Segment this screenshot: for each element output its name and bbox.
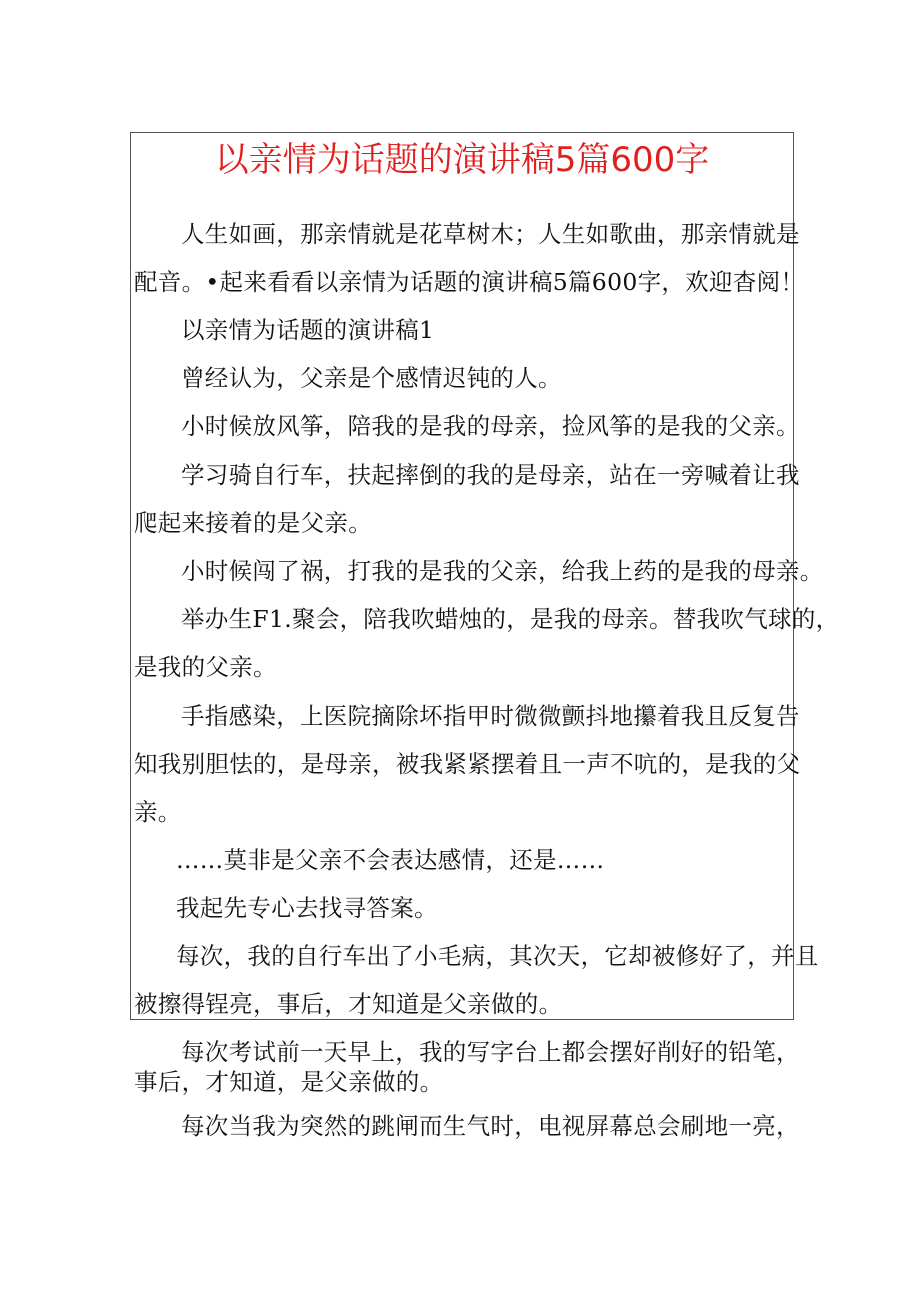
section-heading: 以亲情为话题的演讲稿1: [181, 316, 435, 344]
paragraph-line: 人生如画，那亲情就是花草树木；人生如歌曲，那亲情就是: [181, 220, 800, 248]
paragraph-line: ……莫非是父亲不会表达感情，还是……: [176, 846, 605, 874]
paragraph-line: 曾经认为，父亲是个感情迟钝的人。: [181, 364, 562, 392]
paragraph-line: 举办生F1.聚会，陪我吹蜡烛的，是我的母亲。替我吹气球的，: [181, 605, 840, 633]
paragraph-line: 爬起来接着的是父亲。: [134, 509, 372, 537]
paragraph-line: 被擦得锃亮，事后，才知道是父亲做的。: [134, 990, 563, 1018]
paragraph-line: 学习骑自行车，扶起摔倒的我的是母亲，站在一旁喊着让我: [181, 461, 800, 489]
paragraph-line: 小时候放风筝，陪我的是我的母亲，捡风筝的是我的父亲。: [181, 412, 800, 440]
paragraph-line: 亲。: [134, 798, 182, 826]
paragraph-line: 每次当我为突然的跳闸而生气时，电视屏幕总会刷地一亮，: [181, 1112, 800, 1140]
paragraph-line: 事后，才知道，是父亲做的。: [134, 1068, 444, 1096]
paragraph-line: 知我别胆怯的，是母亲，被我紧紧摆着且一声不吭的，是我的父: [134, 750, 801, 778]
paragraph-line: 是我的父亲。: [134, 653, 277, 681]
paragraph-line: 我起先专心去找寻答案。: [176, 894, 438, 922]
paragraph-line: 每次，我的自行车出了小毛病，其次天，它却被修好了，并且: [176, 942, 819, 970]
paragraph-line: 配音。•起来看看以亲情为话题的演讲稿5篇600字，欢迎杳阅！: [134, 268, 805, 296]
paragraph-line: 每次考试前一天早上，我的写字台上都会摆好削好的铅笔，: [181, 1038, 800, 1066]
paragraph-line: 手指感染，上医院摘除坏指甲时微微颤抖地攥着我且反复告: [181, 702, 800, 730]
paragraph-line: 小时候闯了祸，打我的是我的父亲，给我上药的是我的母亲。: [181, 557, 824, 585]
document-title: 以亲情为话题的演讲稿5篇600字: [214, 140, 710, 180]
